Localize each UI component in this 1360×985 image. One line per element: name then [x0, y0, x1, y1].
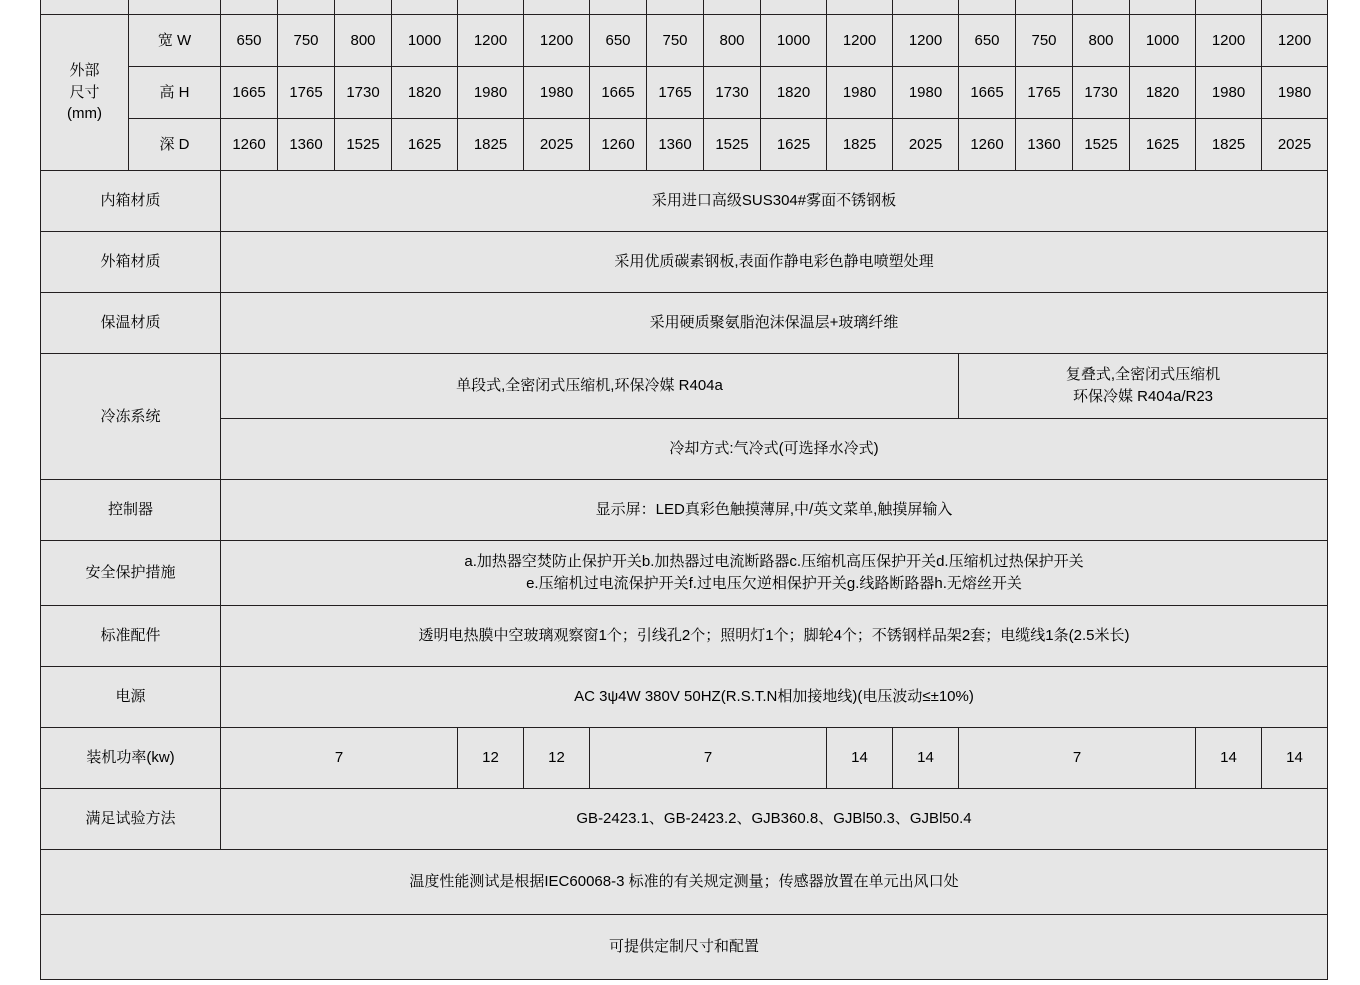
note-1-value: 温度性能测试是根据IEC60068-3 标准的有关规定测量；传感器放置在单元出风口处	[41, 850, 1328, 915]
cell-clipped	[1016, 0, 1073, 15]
row-label-outer-material: 外箱材质	[41, 232, 221, 293]
cell-clipped	[278, 0, 335, 15]
row-label-refrigeration: 冷冻系统	[41, 354, 221, 480]
installed-power-value: 12	[524, 728, 590, 789]
table-row-power-supply	[41, 667, 1328, 728]
depth-value: 1260	[221, 119, 278, 171]
table-row-inner-material	[41, 171, 1328, 232]
height-value: 1980	[827, 67, 893, 119]
test-method-value: GB-2423.1、GB-2423.2、GJB360.8、GJBl50.3、GJBl50.4	[221, 789, 1328, 850]
height-value: 1820	[761, 67, 827, 119]
depth-value: 1825	[458, 119, 524, 171]
height-value: 1665	[221, 67, 278, 119]
width-value: 1200	[827, 15, 893, 67]
row-label-safety: 安全保护措施	[41, 541, 221, 606]
width-value: 650	[221, 15, 278, 67]
height-value: 1980	[893, 67, 959, 119]
height-value: 1730	[335, 67, 392, 119]
inner-material-value: 采用进口高级SUS304#雾面不锈钢板	[221, 171, 1328, 232]
height-value: 1730	[1073, 67, 1130, 119]
depth-value: 1825	[827, 119, 893, 171]
cell-clipped	[893, 0, 959, 15]
installed-power-value: 12	[458, 728, 524, 789]
row-label-controller: 控制器	[41, 480, 221, 541]
depth-value: 1525	[335, 119, 392, 171]
depth-value: 1625	[761, 119, 827, 171]
width-value: 750	[1016, 15, 1073, 67]
height-value: 1980	[1196, 67, 1262, 119]
cell-clipped	[959, 0, 1016, 15]
width-value: 800	[335, 15, 392, 67]
installed-power-value: 7	[221, 728, 458, 789]
table-row-safety	[41, 541, 1328, 606]
row-label-insulation: 保温材质	[41, 293, 221, 354]
depth-value: 1360	[1016, 119, 1073, 171]
cell-clipped	[647, 0, 704, 15]
width-value: 1200	[1262, 15, 1328, 67]
depth-value: 1525	[704, 119, 761, 171]
height-value: 1665	[590, 67, 647, 119]
table-row-height	[41, 67, 1328, 119]
table-row-outer-material	[41, 232, 1328, 293]
installed-power-value: 7	[590, 728, 827, 789]
table-row-installed-power	[41, 728, 1328, 789]
cell-clipped	[590, 0, 647, 15]
width-value: 650	[959, 15, 1016, 67]
width-value: 1000	[1130, 15, 1196, 67]
cell-clipped	[335, 0, 392, 15]
depth-value: 2025	[893, 119, 959, 171]
height-value: 1765	[1016, 67, 1073, 119]
installed-power-value: 14	[1262, 728, 1328, 789]
cell-clipped	[1073, 0, 1130, 15]
width-value: 750	[647, 15, 704, 67]
table-row-refrigeration-compressor	[41, 354, 1328, 419]
insulation-value: 采用硬质聚氨脂泡沫保温层+玻璃纤维	[221, 293, 1328, 354]
depth-value: 1260	[590, 119, 647, 171]
height-value: 1820	[392, 67, 458, 119]
depth-value: 1825	[1196, 119, 1262, 171]
width-value: 1200	[524, 15, 590, 67]
cell-clipped	[524, 0, 590, 15]
width-value: 800	[704, 15, 761, 67]
height-value: 1820	[1130, 67, 1196, 119]
refrigeration-single-stage: 单段式,全密闭式压缩机,环保冷媒 R404a	[221, 354, 959, 419]
table-row-width	[41, 15, 1328, 67]
row-label-power-supply: 电源	[41, 667, 221, 728]
accessories-value: 透明电热膜中空玻璃观察窗1个；引线孔2个；照明灯1个；脚轮4个；不锈钢样品架2套；电缆线1条(2.5米长)	[221, 606, 1328, 667]
cell-clipped	[392, 0, 458, 15]
dimension-label-line-1: 外部	[69, 61, 100, 79]
row-label-depth: 深 D	[129, 119, 221, 171]
installed-power-value: 14	[827, 728, 893, 789]
depth-value: 1525	[1073, 119, 1130, 171]
safety-value	[221, 541, 1328, 606]
table-row-refrigeration-cooling	[41, 419, 1328, 480]
width-value: 1200	[458, 15, 524, 67]
cell-clipped	[1196, 0, 1262, 15]
refrigeration-cascade	[959, 354, 1328, 419]
height-value: 1980	[1262, 67, 1328, 119]
row-label-accessories: 标准配件	[41, 606, 221, 667]
cell-clipped	[1262, 0, 1328, 15]
depth-value: 1360	[278, 119, 335, 171]
cell-clipped	[827, 0, 893, 15]
row-label-test-method: 满足试验方法	[41, 789, 221, 850]
dimension-label-line-3: (mm)	[67, 105, 102, 123]
specification-table	[40, 0, 1328, 980]
controller-value: 显示屏：LED真彩色触摸薄屏,中/英文菜单,触摸屏输入	[221, 480, 1328, 541]
width-value: 1200	[1196, 15, 1262, 67]
table-row-insulation	[41, 293, 1328, 354]
height-value: 1665	[959, 67, 1016, 119]
depth-value: 1260	[959, 119, 1016, 171]
installed-power-value: 14	[1196, 728, 1262, 789]
cell-clipped-label	[41, 0, 129, 15]
depth-value: 1360	[647, 119, 704, 171]
width-value: 1000	[392, 15, 458, 67]
cell-clipped	[1130, 0, 1196, 15]
height-value: 1730	[704, 67, 761, 119]
cell-clipped	[761, 0, 827, 15]
height-value: 1765	[278, 67, 335, 119]
table-row-test-method	[41, 789, 1328, 850]
depth-value: 1625	[392, 119, 458, 171]
row-label-width: 宽 W	[129, 15, 221, 67]
height-value: 1765	[647, 67, 704, 119]
depth-value: 1625	[1130, 119, 1196, 171]
height-value: 1980	[524, 67, 590, 119]
height-value: 1980	[458, 67, 524, 119]
power-supply-value: AC 3ψ4W 380V 50HZ(R.S.T.N相加接地线)(电压波动≤±10%)	[221, 667, 1328, 728]
width-value: 1000	[761, 15, 827, 67]
table-row-clipped-top	[41, 0, 1328, 15]
row-label-inner-material: 内箱材质	[41, 171, 221, 232]
depth-value: 2025	[1262, 119, 1328, 171]
note-2-value: 可提供定制尺寸和配置	[41, 915, 1328, 980]
width-value: 750	[278, 15, 335, 67]
dimension-group-label	[41, 15, 129, 171]
safety-line-1: a.加热器空焚防止保护开关b.加热器过电流断路器c.压缩机高压保护开关d.压缩机过热保护开关	[464, 553, 1084, 571]
row-label-installed-power: 装机功率(kw)	[41, 728, 221, 789]
width-value: 1200	[893, 15, 959, 67]
table-row-controller	[41, 480, 1328, 541]
table-row-note-1	[41, 850, 1328, 915]
table-row-depth	[41, 119, 1328, 171]
width-value: 650	[590, 15, 647, 67]
installed-power-value: 7	[959, 728, 1196, 789]
dimension-label-line-2: 尺寸	[69, 83, 100, 101]
cell-clipped-sublabel	[129, 0, 221, 15]
table-row-note-2	[41, 915, 1328, 980]
outer-material-value: 采用优质碳素钢板,表面作静电彩色静电喷塑处理	[221, 232, 1328, 293]
cell-clipped	[704, 0, 761, 15]
safety-line-2: e.压缩机过电流保护开关f.过电压欠逆相保护开关g.线路断路器h.无熔丝开关	[526, 575, 1022, 592]
installed-power-value: 14	[893, 728, 959, 789]
cell-clipped	[458, 0, 524, 15]
refrigeration-cascade-line-2: 环保冷媒 R404a/R23	[1072, 388, 1214, 405]
cell-clipped	[221, 0, 278, 15]
row-label-height: 高 H	[129, 67, 221, 119]
width-value: 800	[1073, 15, 1130, 67]
refrigeration-cooling-method: 冷却方式:气冷式(可选择水冷式)	[221, 419, 1328, 480]
depth-value: 2025	[524, 119, 590, 171]
table-row-accessories	[41, 606, 1328, 667]
refrigeration-cascade-line-1: 复叠式,全密闭式压缩机	[1065, 366, 1221, 384]
